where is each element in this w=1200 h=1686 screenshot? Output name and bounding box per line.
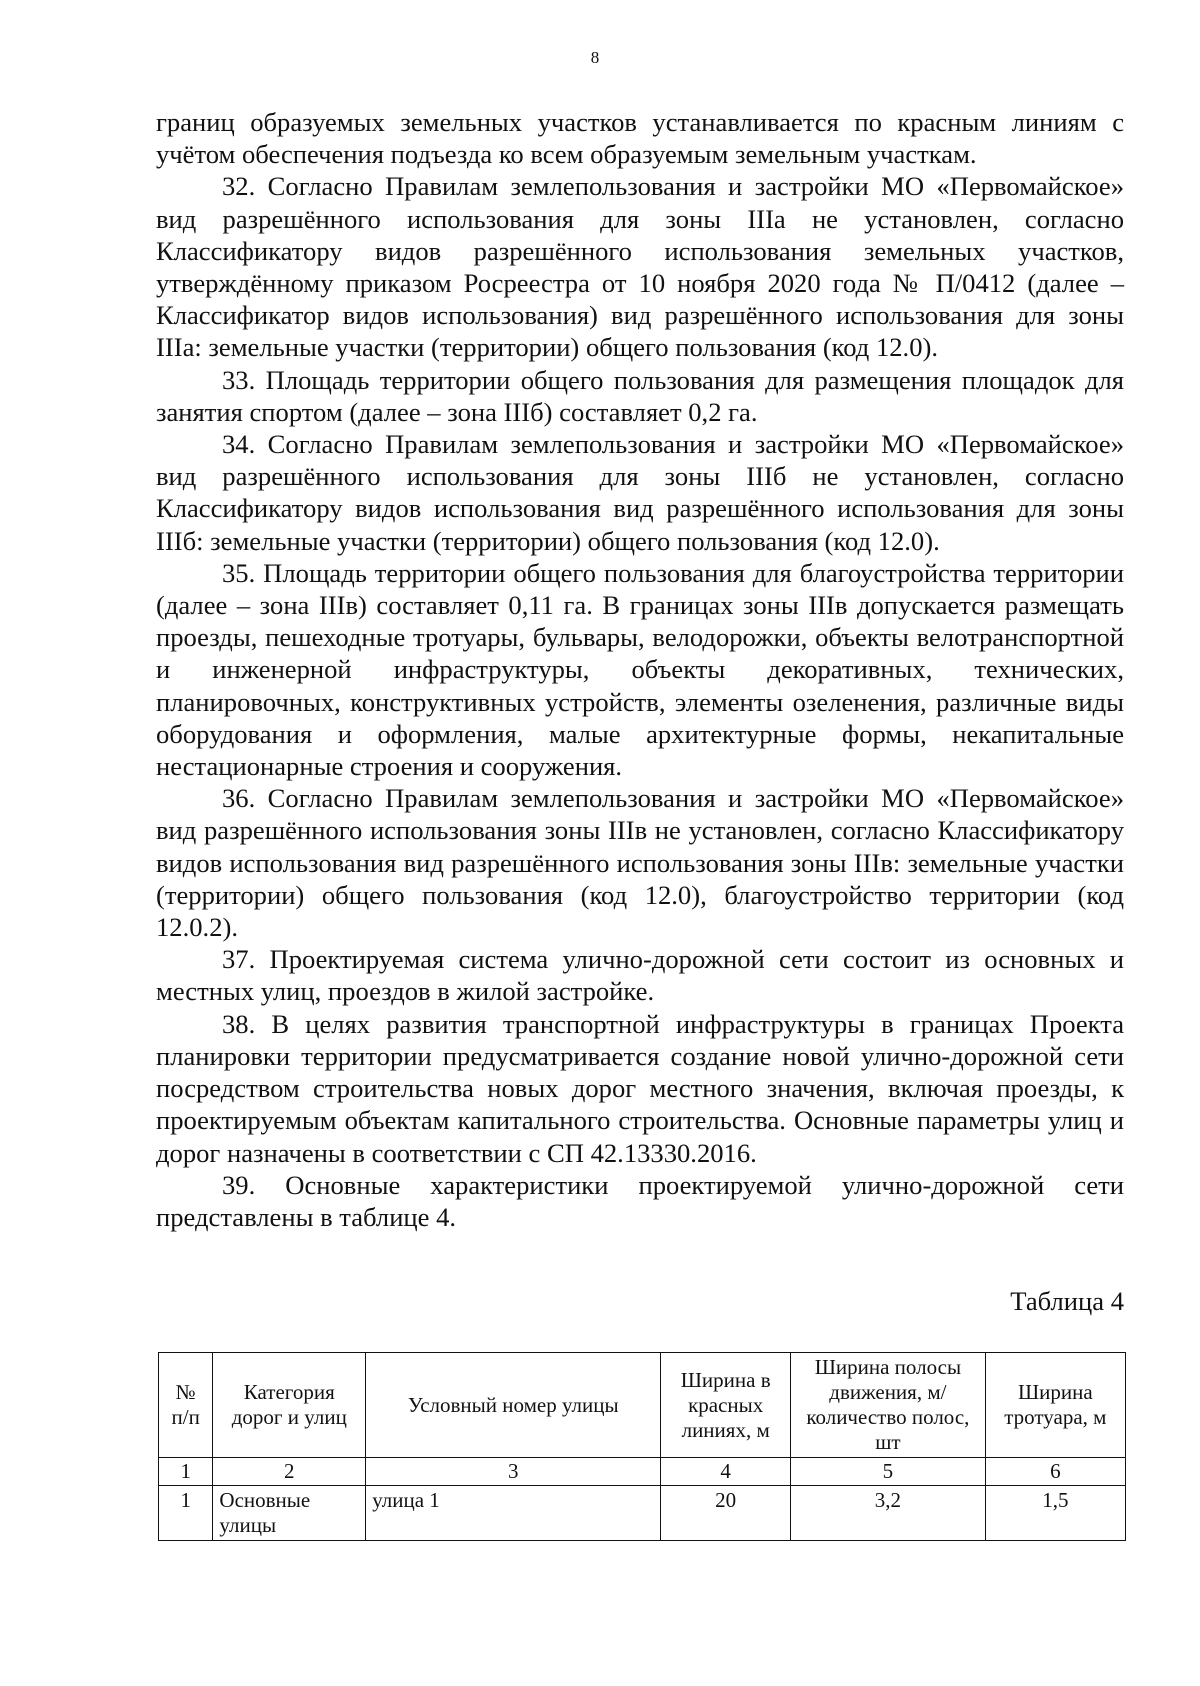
paragraph: границ образуемых земельных участков устанавливается по красным линиям с учётом обеспечения подъезда ко всем образуемым земельным участкам. — [156, 107, 1124, 170]
paragraph-34: 34. Согласно Правилам землепользования и застройки МО «Первомайское» вид разрешённого использования для зоны IIIб не установлен, согласно Классификатору видов использования вид разрешённого использования для зоны IIIб: земельные участки (территории) общего пользования (код 12.0). — [156, 429, 1124, 556]
paragraph-33: 33. Площадь территории общего пользования для размещения площадок для занятия спортом (далее – зона IIIб) составляет 0,2 га. — [156, 364, 1124, 427]
page-number: 8 — [590, 48, 600, 67]
paragraph-39: 39. Основные характеристики проектируемой улично-дорожной сети представлены в таблице 4. — [156, 1169, 1124, 1232]
column-number-row — [159, 1458, 1126, 1486]
header-number: № п/п — [159, 1353, 213, 1458]
paragraph-32: 32. Согласно Правилам землепользования и застройки МО «Первомайское» вид разрешённого использования для зоны IIIа не установлен, согласно Классификатору видов разрешённого использования земельных участков, утверждённому приказом Росреестра от 10 ноября 2020 года № П/0412 (далее – Классификатор видов использования) вид разрешённого использования для зоны IIIа: земельные участки (территории) общего пользования (код 12.0). — [156, 171, 1124, 363]
header-category: Категория дорог и улиц — [213, 1353, 366, 1458]
cell-red-lines-width: 20 — [661, 1486, 791, 1541]
header-lane-width: Ширина полосы движения, м/ количество полос, шт — [791, 1353, 986, 1458]
paragraph-35: 35. Площадь территории общего пользования для благоустройства территории (далее – зона IIIв) составляет 0,11 га. В границах зоны IIIв допускается размещать проезды, пешеходные тротуары, бульвары, велодорожки, объекты велотранспортной и инженерной инфраструктуры, объекты декоративных, технических, планировочных, конструктивных устройств, элементы озеленения, различные виды оборудования и оформления, малые архитектурные формы, некапитальные нестационарные строения и сооружения. — [156, 557, 1124, 782]
cell-number: 1 — [159, 1486, 213, 1541]
header-street-number: Условный номер улицы — [366, 1353, 661, 1458]
cell-sidewalk-width: 1,5 — [985, 1486, 1125, 1541]
cell-category: Основные улицы — [213, 1486, 366, 1541]
header-red-lines-width: Ширина в красных линиях, м — [661, 1353, 791, 1458]
column-number: 5 — [791, 1458, 986, 1486]
document-body — [156, 106, 1124, 1233]
paragraph-37: 37. Проектируемая система улично-дорожной сети состоит из основных и местных улиц, проездов в жилой застройке. — [156, 944, 1124, 1007]
column-number: 4 — [661, 1458, 791, 1486]
table-row — [159, 1486, 1126, 1541]
paragraph-38: 38. В целях развития транспортной инфраструктуры в границах Проекта планировки территории предусматривается создание новой улично-дорожной сети посредством строительства новых дорог местного значения, включая проезды, к проектируемым объектам капитального строительства. Основные параметры улиц и дорог назначены в соответствии с СП 42.13330.2016. — [156, 1008, 1124, 1168]
column-number: 3 — [366, 1458, 661, 1486]
column-number: 1 — [159, 1458, 213, 1486]
column-number: 6 — [985, 1458, 1125, 1486]
header-sidewalk-width: Ширина тротуара, м — [985, 1353, 1125, 1458]
paragraph-36: 36. Согласно Правилам землепользования и застройки МО «Первомайское» вид разрешённого использования зоны IIIв не установлен, согласно Классификатору видов использования вид разрешённого использования зоны IIIв: земельные участки (территории) общего пользования (код 12.0), благоустройство территории (код 12.0.2). — [156, 783, 1124, 943]
table-caption: Таблица 4 — [1010, 1286, 1124, 1316]
table-header-row — [159, 1353, 1126, 1458]
cell-street-number: улица 1 — [366, 1486, 661, 1541]
roads-table — [158, 1352, 1126, 1541]
column-number: 2 — [213, 1458, 366, 1486]
cell-lane-width: 3,2 — [791, 1486, 986, 1541]
